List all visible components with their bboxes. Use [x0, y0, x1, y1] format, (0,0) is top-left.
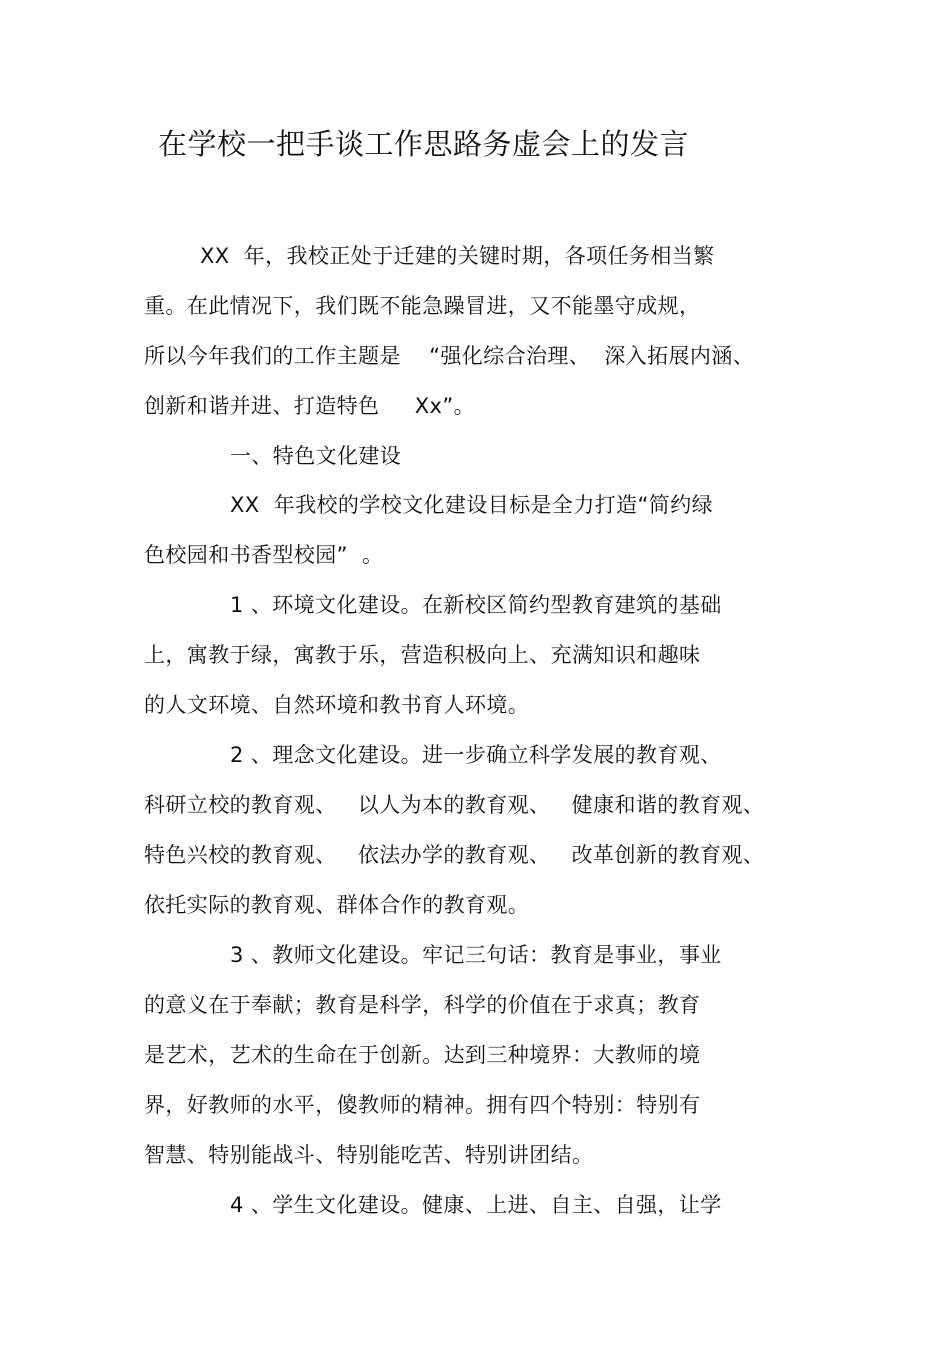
text-line: 色校园和书香型校园” 。	[144, 543, 384, 567]
text-line: 1 、环境文化建设。在新校区简约型教育建筑的基础	[230, 593, 722, 617]
text-line: 创新和谐并进、打造特色 Xx”。	[144, 394, 476, 418]
text-line: XX 年，我校正处于迁建的关键时期，各项任务相当繁	[200, 244, 715, 268]
text-line: 是艺术，艺术的生命在于创新。达到三种境界：大教师的境	[144, 1043, 701, 1067]
text-line: 4 、学生文化建设。健康、上进、自主、自强，让学	[230, 1193, 722, 1217]
text-line: 所以今年我们的工作主题是 “强化综合治理、 深入拓展内涵、	[144, 344, 755, 368]
text-line: 3 、教师文化建设。牢记三句话：教育是事业，事业	[230, 943, 722, 967]
text-line: 特色兴校的教育观、 依法办学的教育观、 改革创新的教育观、	[144, 843, 765, 867]
text-line: 上，寓教于绿，寓教于乐，营造积极向上、充满知识和趣味	[144, 643, 701, 667]
text-line: 智慧、特别能战斗、特别能吃苦、特别讲团结。	[144, 1143, 594, 1167]
text-line: XX 年我校的学校文化建设目标是全力打造“简约绿	[230, 493, 714, 517]
text-line: 依托实际的教育观、群体合作的教育观。	[144, 893, 530, 917]
text-line: 界，好教师的水平，傻教师的精神。拥有四个特别：特别有	[144, 1093, 701, 1117]
text-line: 的人文环境、自然环境和教书育人环境。	[144, 693, 530, 717]
section-heading: 一、特色文化建设	[230, 444, 402, 468]
text-line: 2 、理念文化建设。进一步确立科学发展的教育观、	[230, 743, 722, 767]
text-line: 科研立校的教育观、 以人为本的教育观、 健康和谐的教育观、	[144, 793, 765, 817]
text-line: 重。在此情况下，我们既不能急躁冒进，又不能墨守成规，	[144, 294, 701, 318]
document-title: 在学校一把手谈工作思路务虚会上的发言	[158, 127, 690, 161]
text-line: 的意义在于奉献；教育是科学，科学的价值在于求真；教育	[144, 993, 701, 1017]
